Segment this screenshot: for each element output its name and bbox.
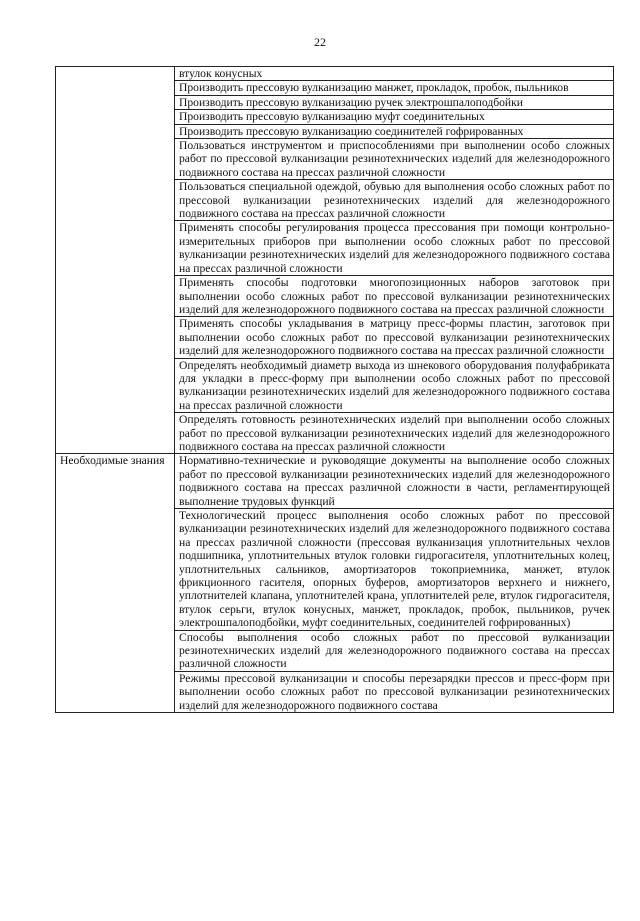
skill-item: Производить прессовую вулканизацию манжет, прокладок, пробок, пыльников: [175, 81, 614, 95]
knowledge-label: Необходимые знания: [56, 454, 175, 713]
knowledge-item: Режимы прессовой вулканизации и способы перезарядки прессов и пресс-форм при выполнении особо сложных работ по прессовой вулканизации резинотехнических изделий для железнодорожного подвижного состава: [175, 671, 614, 712]
knowledge-item: Нормативно-технические и руководящие документы на выполнение особо сложных работ по прессовой вулканизации резинотехнических изделий для железнодорожного подвижного состава на прессах различной сложности в части, регламентирующей выполнение трудовых функций: [175, 454, 614, 509]
skill-item: Применять способы укладывания в матрицу пресс-формы пластин, заготовок при выполнении особо сложных работ по прессовой вулканизации резинотехнических изделий для железнодорожного подвижного состава на прессах различной сложности: [175, 317, 614, 358]
skill-item: Применять способы регулирования процесса прессования при помощи контрольно-измерительных приборов при выполнении особо сложных работ по прессовой вулканизации резинотехнических изделий для железнодорожного подвижного состава на прессах различной сложности: [175, 221, 614, 276]
skill-item: Производить прессовую вулканизацию ручек электрошпалоподбойки: [175, 95, 614, 109]
skills-label-cell: [56, 67, 175, 454]
skill-item: Пользоваться инструментом и приспособлениями при выполнении особо сложных работ по прессовой вулканизации резинотехнических изделий для железнодорожного подвижного состава на прессах различной сложности: [175, 139, 614, 180]
skill-item: Определять необходимый диаметр выхода из шнекового оборудования полуфабриката для укладки в пресс-форму при выполнении особо сложных работ по прессовой вулканизации резинотехнических изделий для железнодорожного подвижного состава на прессах различной сложности: [175, 358, 614, 413]
page-number: 22: [314, 35, 326, 49]
table-row: [56, 67, 614, 81]
knowledge-item: Технологический процесс выполнения особо сложных работ по прессовой вулканизации резинотехнических изделий для железнодорожного подвижного состава на прессах различной сложности (прессовая вулканизация уплотнительных чехлов подшипника, уплотнительных втулок головки гидрогасителя, уплотнительных колец, уплотнительных сальников, амортизаторов токоприемника, манжет, втулок фрикционного гасителя, опорных буферов, амортизаторов верхнего и нижнего, уплотнителей клапана, уплотнителей крана, уплотнителей реле, втулок гидрогасителя, втулок серьги, втулок конусных, манжет, прокладок, пробок, пыльников, ручек электрошпалоподбойки, муфт соединительных, соединителей гофрированных): [175, 509, 614, 631]
qualification-table: [55, 66, 614, 713]
skill-item: Применять способы подготовки многопозиционных наборов заготовок при выполнении особо сложных работ по прессовой вулканизации резинотехнических изделий для железнодорожного подвижного состава на прессах различной сложности: [175, 276, 614, 317]
knowledge-item: Способы выполнения особо сложных работ по прессовой вулканизации резинотехнических изделий для железнодорожного подвижного состава на прессах различной сложности: [175, 630, 614, 671]
skill-item: втулок конусных: [175, 67, 614, 81]
skill-item: Определять готовность резинотехнических изделий при выполнении особо сложных работ по прессовой вулканизации резинотехнических изделий для железнодорожного подвижного состава на прессах различной сложности: [175, 413, 614, 454]
skill-item: Производить прессовую вулканизацию муфт соединительных: [175, 110, 614, 124]
skill-item: Производить прессовую вулканизацию соединителей гофрированных: [175, 124, 614, 138]
skill-item: Пользоваться специальной одеждой, обувью для выполнения особо сложных работ по прессовой вулканизации резинотехнических изделий для железнодорожного подвижного состава на прессах различной сложности: [175, 180, 614, 221]
table-row: [56, 454, 614, 509]
